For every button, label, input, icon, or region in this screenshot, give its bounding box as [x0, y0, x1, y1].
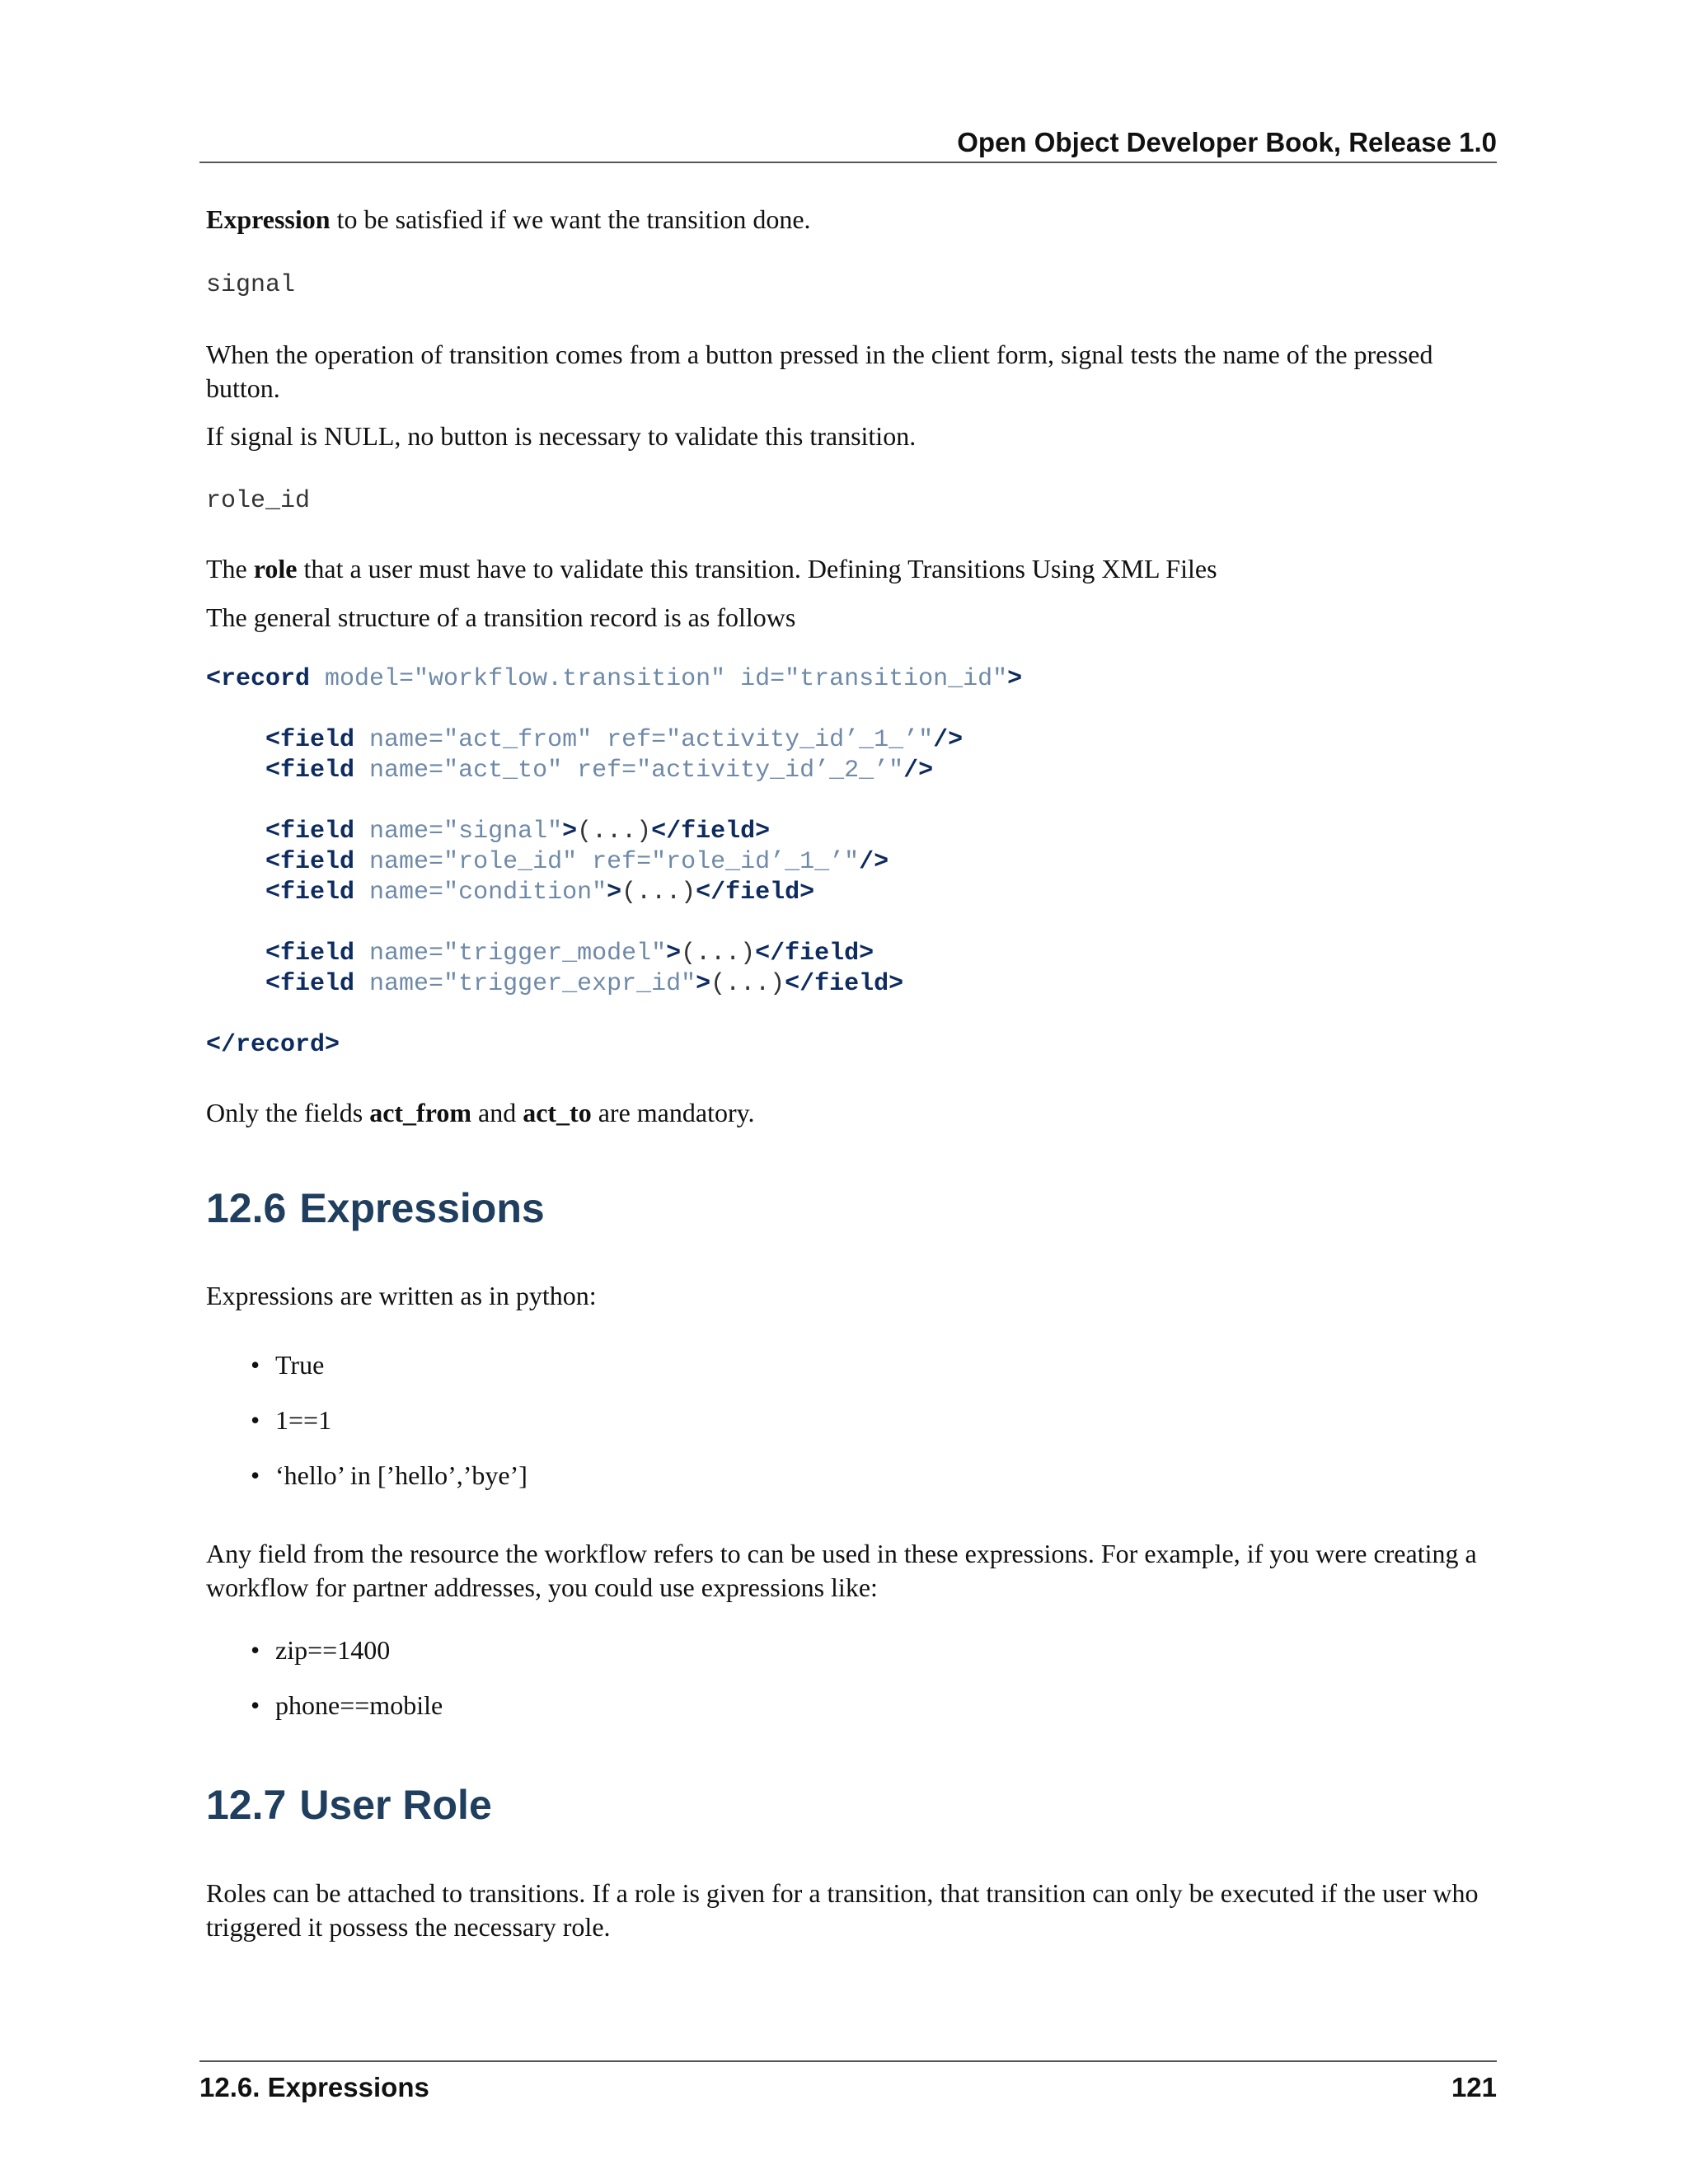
code-tag: /> — [903, 757, 934, 785]
list-item-text: 1==1 — [275, 1405, 332, 1435]
code-tag: <field — [265, 940, 355, 968]
paragraph-any-field: Any field from the resource the workflow refers to can be used in these expressions. For example, if you were creating a workflow for partner addresses, you could use expressions like: — [206, 1539, 1477, 1602]
code-tag: <field — [265, 879, 355, 907]
code-tag: > — [1007, 665, 1023, 693]
paragraph-text: Only the fields — [206, 1098, 370, 1127]
code-attr: name="trigger_model" — [354, 940, 667, 968]
code-tag: /> — [859, 848, 889, 876]
paragraph-text: and — [471, 1098, 523, 1127]
term-role-id: role_id — [206, 487, 311, 515]
paragraph-general-structure: The general structure of a transition record is as follows — [206, 602, 796, 632]
list-item — [206, 1459, 528, 1514]
paragraph-text: are mandatory. — [591, 1098, 755, 1127]
code-tag: </field> — [696, 879, 815, 907]
code-tag: <record — [206, 665, 311, 693]
paragraph-signal-description: When the operation of transition comes from a button pressed in the client form, signal tests the name of the pressed button. — [206, 340, 1433, 403]
code-tag: > — [607, 879, 622, 907]
paragraph-expression — [206, 203, 1500, 237]
code-tag: <field — [265, 757, 355, 785]
list-item-text: ‘hello’ in [’hello’,’bye’] — [275, 1460, 528, 1490]
code-text: (...) — [621, 879, 696, 907]
section-title: Expressions — [299, 1185, 545, 1231]
code-text: (...) — [710, 970, 785, 998]
footer-section: 12.6. Expressions — [199, 2072, 429, 2102]
code-attr: name="signal" — [354, 818, 563, 846]
term-expression: Expression — [206, 204, 331, 234]
code-tag: </field> — [755, 940, 874, 968]
list-item — [206, 1404, 528, 1459]
book-title: Open Object Developer Book, Release 1.0 — [957, 127, 1497, 157]
running-footer — [199, 2060, 1497, 2107]
bullet-icon: • — [251, 1460, 260, 1490]
list-item — [206, 1348, 528, 1404]
bullet-icon: • — [251, 1405, 260, 1435]
running-header — [199, 124, 1497, 163]
code-tag: <field — [265, 848, 355, 876]
term-signal: signal — [206, 271, 296, 299]
paragraph-roles: Roles can be attached to transitions. If a role is given for a transition, that transition can only be executed if the user who triggered it possess the necessary role. — [206, 1878, 1479, 1942]
code-text: (...) — [577, 818, 652, 846]
code-attr: name="act_to" ref="activity_id’_2_’" — [354, 757, 904, 785]
list-item-text: phone==mobile — [275, 1690, 443, 1720]
code-block-transition-record — [206, 664, 1022, 1061]
term-act-from: act_from — [369, 1098, 471, 1127]
code-attr: name="act_from" ref="activity_id’_1_’" — [354, 726, 934, 754]
code-attr: model="workflow.transition" id="transition_id" — [310, 665, 1008, 693]
list-item-text: zip==1400 — [275, 1635, 391, 1665]
code-tag: <field — [265, 970, 355, 998]
section-heading-expressions — [206, 1183, 545, 1233]
code-attr: name="condition" — [354, 879, 607, 907]
paragraph-text: The — [206, 554, 254, 583]
section-title: User Role — [299, 1782, 492, 1828]
code-attr: name="trigger_expr_id" — [354, 970, 696, 998]
term-act-to: act_to — [523, 1098, 592, 1127]
bullet-icon: • — [251, 1350, 260, 1380]
term-role: role — [253, 554, 298, 583]
paragraph-role — [206, 552, 1500, 586]
code-tag: <field — [265, 726, 355, 754]
bullet-icon: • — [251, 1635, 260, 1665]
code-attr: name="role_id" ref="role_id’_1_’" — [354, 848, 860, 876]
list-item — [206, 1689, 443, 1744]
paragraph-signal-null: If signal is NULL, no button is necessary to validate this transition. — [206, 421, 917, 451]
list-item-text: True — [275, 1350, 325, 1380]
code-tag: > — [562, 818, 578, 846]
code-tag: > — [696, 970, 711, 998]
bullet-icon: • — [251, 1690, 260, 1720]
code-tag: /> — [933, 726, 964, 754]
code-tag: </field> — [651, 818, 771, 846]
code-tag: > — [666, 940, 682, 968]
paragraph-text: to be satisfied if we want the transition done. — [330, 204, 811, 234]
partner-expression-list — [206, 1633, 443, 1744]
code-tag: </record> — [206, 1031, 340, 1059]
section-heading-user-role — [206, 1780, 492, 1830]
paragraph-text: that a user must have to validate this transition. Defining Transitions Using XML Files — [297, 554, 1217, 583]
paragraph-expressions-intro: Expressions are written as in python: — [206, 1281, 597, 1310]
code-tag: <field — [265, 818, 355, 846]
paragraph-mandatory-fields — [206, 1096, 1500, 1130]
section-number: 12.7 — [206, 1782, 287, 1828]
section-number: 12.6 — [206, 1185, 287, 1231]
code-tag: </field> — [785, 970, 904, 998]
page-number: 121 — [1451, 2072, 1497, 2102]
code-text: (...) — [681, 940, 756, 968]
list-item — [206, 1633, 443, 1689]
expression-examples-list — [206, 1348, 528, 1514]
